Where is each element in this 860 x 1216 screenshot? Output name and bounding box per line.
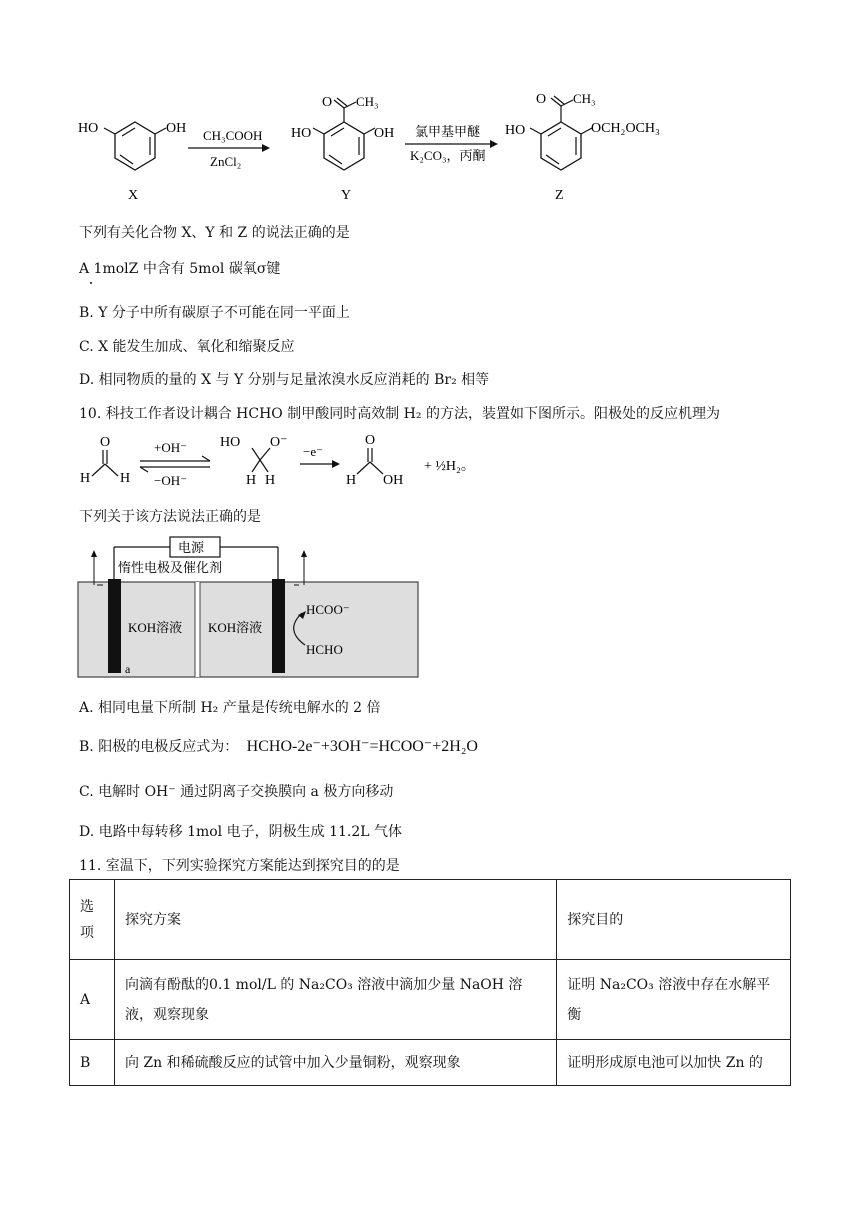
- electron-label: −e⁻: [303, 444, 323, 459]
- z-ch3: CH₃: [573, 91, 596, 106]
- q10-stem2: 下列关于该方法说法正确的是: [79, 509, 261, 525]
- table-row: [70, 1040, 791, 1086]
- formaldehyde-structure: [80, 435, 130, 486]
- q10-option-a: A. 相同电量下所制 H₂ 产量是传统电解水的 2 倍: [79, 700, 381, 716]
- q9-stem: 下列有关化合物 X、Y 和 Z 的说法正确的是: [79, 225, 350, 241]
- electrode-b: [272, 579, 285, 673]
- table-header-row: [70, 880, 791, 960]
- y-oh: OH: [374, 126, 395, 141]
- step1-reagent-bottom: ZnCl₂: [210, 154, 242, 169]
- row-a-plan: 向滴有酚酞的0.1 mol/L 的 Na₂CO₃ 溶液中滴加少量 NaOH 溶液，观察现象: [114, 960, 556, 1040]
- step1-reagent-top: CH₃COOH: [203, 128, 263, 143]
- header-option: 选项: [70, 880, 115, 960]
- step2-reagent-top: 氯甲基甲醚: [415, 124, 481, 139]
- q10-option-d: D. 电路中每转移 1mol 电子，阴极生成 11.2L 气体: [79, 824, 402, 840]
- y-label: Y: [341, 188, 352, 203]
- right-solution-label: KOH溶液: [208, 620, 263, 635]
- step1-arrow: [188, 128, 270, 169]
- formic-acid-structure: [346, 433, 403, 488]
- power-label: 电源: [178, 540, 205, 555]
- svg-text:HO: HO: [220, 435, 241, 450]
- hydrate-anion-structure: [220, 435, 288, 488]
- x-label: X: [128, 188, 139, 203]
- oxidation-arrow: [300, 444, 340, 468]
- q10-stem: 10. 科技工作者设计耦合 HCHO 制甲酸同时高效制 H₂ 的方法，装置如下图所示。阳极处的反应机理为: [79, 406, 720, 422]
- electrode-a: [108, 579, 121, 673]
- experiment-table: [69, 879, 791, 1086]
- reaction-scheme: [0, 80, 860, 205]
- product-label: HCOO⁻: [306, 602, 350, 617]
- row-b-option: B: [70, 1040, 115, 1086]
- table-row: [70, 960, 791, 1040]
- mechanism-tail: + ½H₂。: [424, 459, 475, 474]
- x-oh: OH: [166, 121, 187, 136]
- y-ch3: CH₃: [356, 94, 379, 109]
- electrode-a-label: a: [125, 662, 131, 676]
- svg-text:H: H: [246, 473, 257, 488]
- svg-text:H: H: [120, 471, 131, 486]
- reactant-label: HCHO: [306, 642, 343, 657]
- y-ho: HO: [291, 126, 312, 141]
- q10-option-b-text: B. 阳极的电极反应式为：: [79, 739, 239, 755]
- left-solution-label: KOH溶液: [128, 620, 183, 635]
- q9-option-c: C. X 能发生加成、氧化和缩聚反应: [79, 339, 295, 355]
- q9-option-a: A 1molZ 中含有 5mol 碳氧σ键: [79, 261, 281, 277]
- q9-option-d: D. 相同物质的量的 X 与 Y 分别与足量浓溴水反应消耗的 Br₂ 相等: [79, 372, 490, 388]
- svg-text:OH: OH: [383, 473, 404, 488]
- q10-option-b-equation: HCHO-2e⁻+3OH⁻=HCOO⁻+2H₂O: [246, 738, 478, 755]
- compound-z: [505, 91, 660, 203]
- decorative-dot: [90, 282, 92, 284]
- q11-stem: 11. 室温下，下列实验探究方案能达到探究目的的是: [79, 858, 400, 874]
- row-b-purpose: 证明形成原电池可以加快 Zn 的: [557, 1040, 791, 1086]
- equilibrium-arrow: [140, 440, 210, 488]
- q9-option-b: B. Y 分子中所有碳原子不可能在同一平面上: [79, 305, 350, 321]
- electrolysis-device: [70, 535, 430, 683]
- x-ho: HO: [78, 121, 99, 136]
- z-ho: HO: [505, 123, 526, 138]
- z-och2och3: OCH₂OCH₃: [591, 121, 660, 136]
- compound-x: [78, 121, 186, 203]
- q10-option-c: C. 电解时 OH⁻ 通过阴离子交换膜向 a 极方向移动: [79, 784, 394, 800]
- q10-option-b: [79, 736, 478, 756]
- y-carbonyl-o: O: [322, 95, 333, 110]
- header-purpose: 探究目的: [557, 880, 791, 960]
- header-plan: 探究方案: [114, 880, 556, 960]
- compound-y: [291, 94, 394, 203]
- anode-mechanism: [70, 428, 490, 494]
- forward-label: +OH⁻: [154, 440, 187, 455]
- step2-reagent-bottom: K₂CO₃，丙酮: [410, 148, 486, 163]
- svg-text:H: H: [265, 473, 276, 488]
- svg-text:O: O: [365, 433, 376, 448]
- step2-arrow: [405, 124, 498, 164]
- anion-exchange-membrane: [196, 582, 200, 677]
- row-a-purpose: 证明 Na₂CO₃ 溶液中存在水解平衡: [557, 960, 791, 1040]
- reverse-label: −OH⁻: [154, 473, 187, 488]
- electrode-label: 惰性电极及催化剂: [118, 560, 223, 575]
- z-carbonyl-o: O: [536, 92, 547, 107]
- row-b-plan: 向 Zn 和稀硫酸反应的试管中加入少量铜粉，观察现象: [114, 1040, 556, 1086]
- row-a-option: A: [70, 960, 115, 1040]
- svg-text:O⁻: O⁻: [270, 435, 288, 450]
- svg-text:H: H: [346, 473, 357, 488]
- z-label: Z: [555, 188, 564, 203]
- svg-text:H: H: [80, 471, 91, 486]
- svg-text:O: O: [100, 435, 111, 450]
